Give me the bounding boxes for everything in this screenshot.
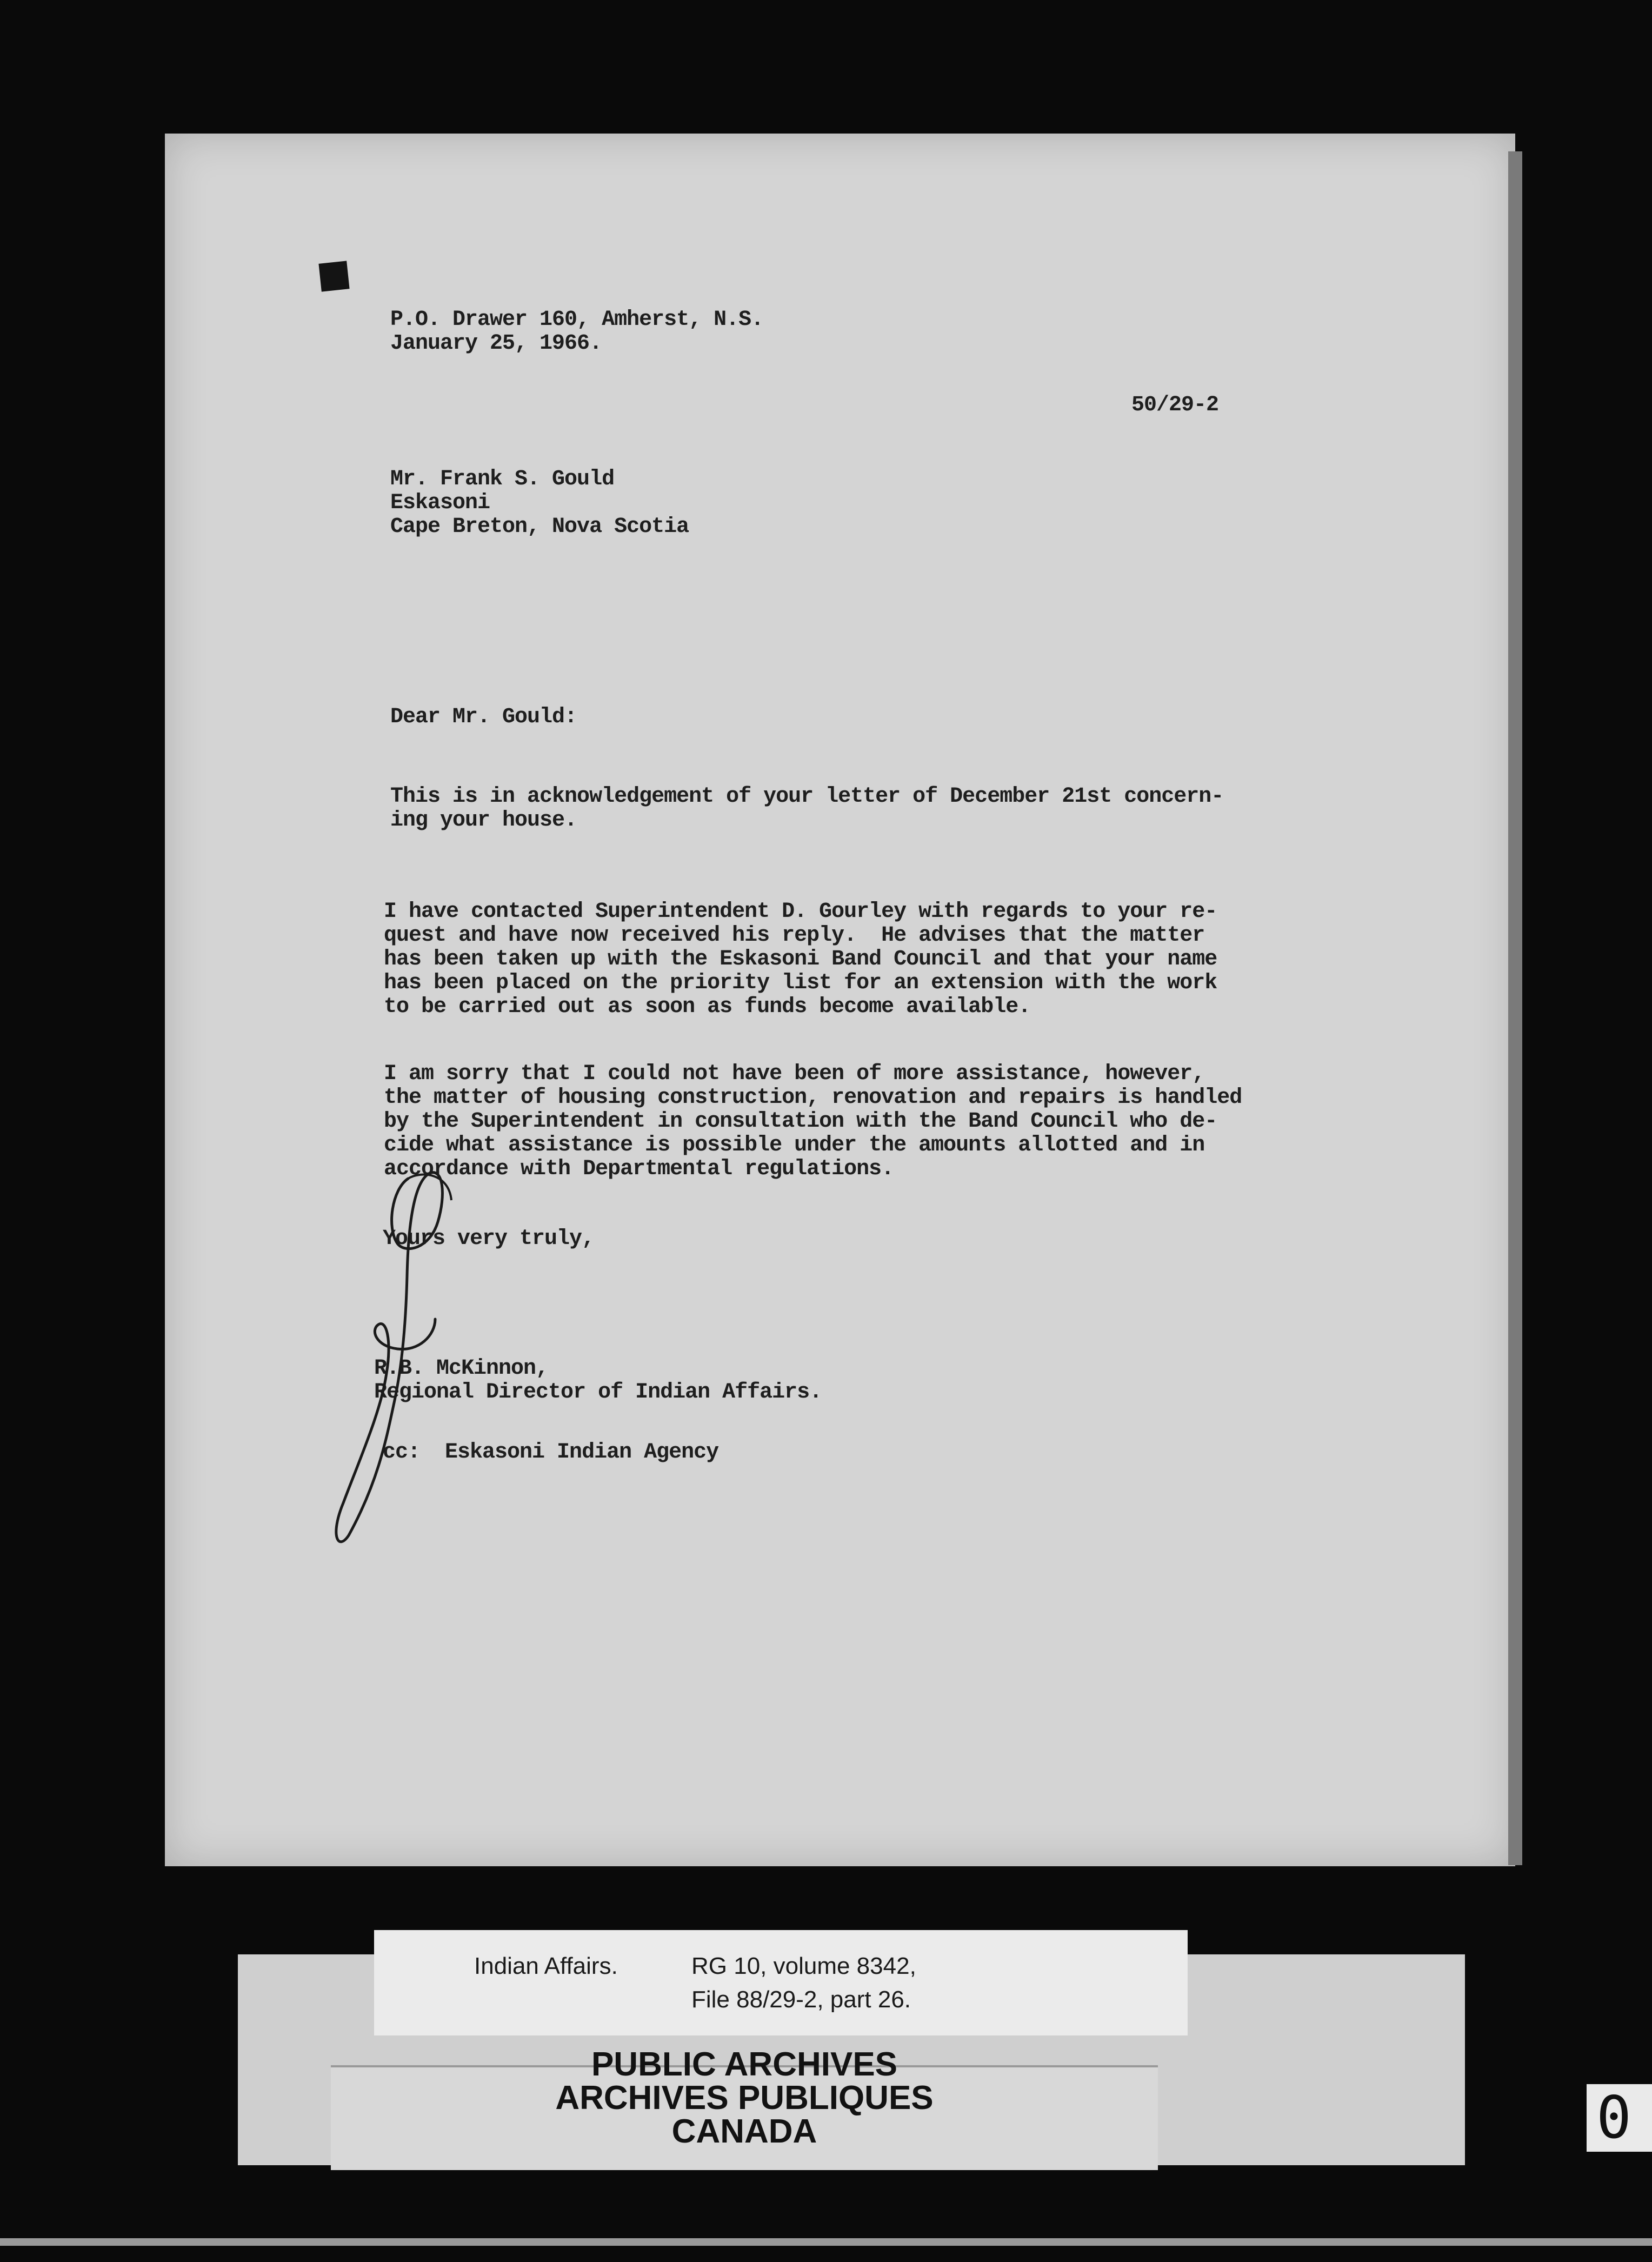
reference-line-2: File 88/29-2, part 26. [691,1986,911,2013]
handwritten-signature [327,1157,511,1546]
archives-title-fr: ARCHIVES PUBLIQUES [555,2079,934,2117]
file-reference: 50/29-2 [1131,393,1219,417]
film-strip-edge [0,2238,1652,2246]
body-paragraph-1: This is in acknowledgement of your letter of December 21st concern- ing your house. [390,784,1224,833]
archives-stamp [331,2048,1158,2148]
frame-counter: 0 [1587,2084,1652,2152]
archives-title-en: PUBLIC ARCHIVES [591,2046,898,2083]
archives-country: CANADA [671,2113,817,2150]
sender-address: P.O. Drawer 160, Amherst, N.S. January 25, 1966. [390,308,764,356]
page-edge-shadow [1508,151,1522,1865]
salutation: Dear Mr. Gould: [390,705,577,729]
reference-line-1: RG 10, volume 8342, [691,1953,916,1979]
signer-block: R.B. McKinnon, Regional Director of Indian Affairs. [374,1356,822,1405]
body-paragraph-3: I am sorry that I could not have been of more assistance, however, the matter of housing construction, renovation and repairs is handled by the Superintendent in consultation with the Band Council who de- cide what assistance is possible under the amounts allotted and in accordance with Departmental regulations. [384,1062,1242,1181]
closing: Yours very truly, [383,1227,595,1251]
department-label: Indian Affairs. [474,1953,618,1979]
recipient-address: Mr. Frank S. Gould Eskasoni Cape Breton, Nova Scotia [390,467,689,539]
corner-mark [318,261,349,291]
cc-line: cc: Eskasoni Indian Agency [383,1440,719,1465]
body-paragraph-2: I have contacted Superintendent D. Gourley with regards to your re- quest and have now received his reply. He advises that the matter has been taken up with the Eskasoni Band Council and that your name has been placed on the priority list for an extension with the work to be carried out as soon as funds become available. [384,900,1217,1019]
reference-card [374,1930,1188,2035]
